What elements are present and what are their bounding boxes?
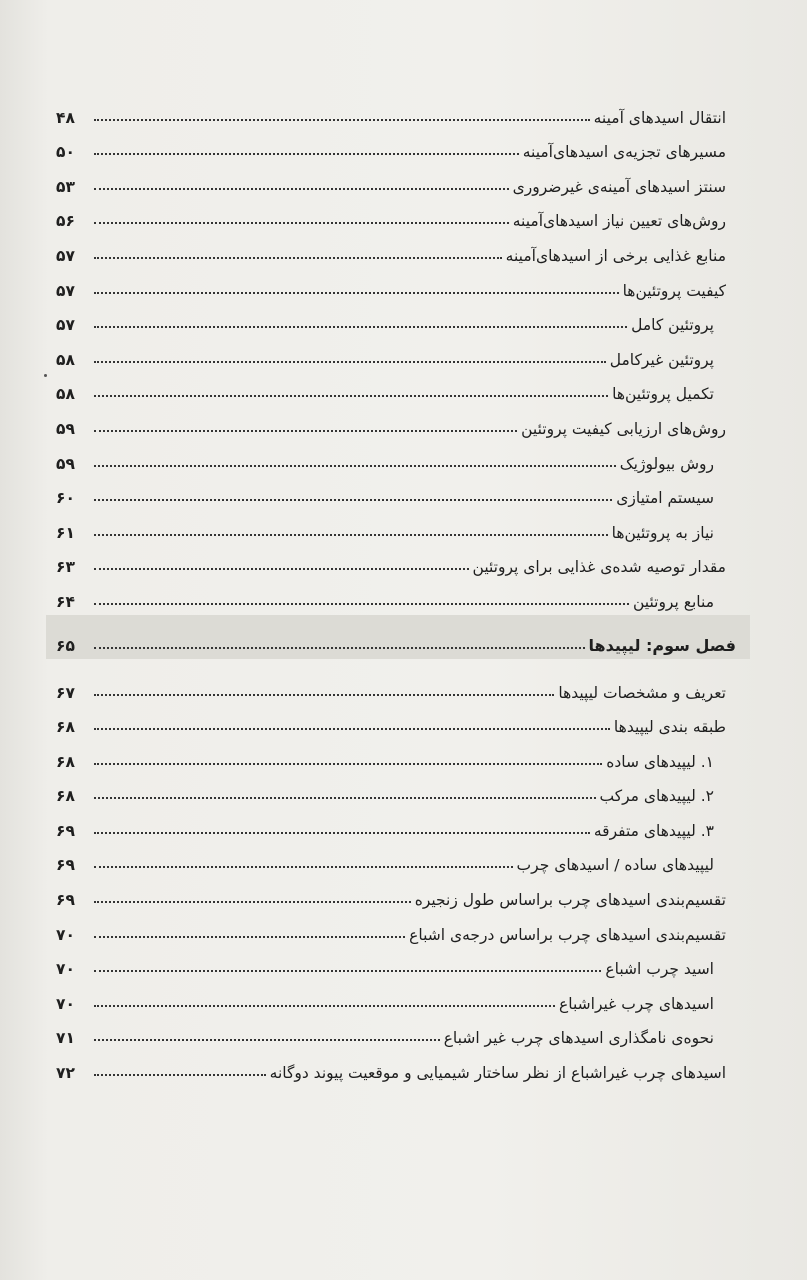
- dot-leader: [94, 499, 612, 501]
- dot-leader: [94, 395, 608, 397]
- entry-title: سنتز اسیدهای آمینه‌ی غیرضروری: [512, 177, 726, 196]
- page-number: ۷۰: [56, 960, 75, 979]
- dot-leader: [94, 534, 608, 536]
- dot-leader: [94, 222, 509, 224]
- table-of-contents: [56, 92, 736, 1082]
- dot-leader: [94, 797, 596, 799]
- toc-entry: [56, 334, 736, 369]
- page-number: ۶۵: [56, 636, 75, 655]
- entry-title: تعریف و مشخصات لیپیدها: [558, 683, 726, 702]
- dot-leader: [94, 153, 519, 155]
- page-number: ۶۹: [56, 891, 75, 910]
- toc-entry: [56, 736, 736, 771]
- dot-leader: [94, 901, 411, 903]
- dot-leader: [94, 188, 509, 190]
- entry-title: روش بیولوژیک: [619, 454, 714, 473]
- dot-leader: [94, 970, 601, 972]
- toc-entry: [56, 1047, 736, 1082]
- dot-leader: [94, 292, 619, 294]
- page-number: ۶۳: [56, 558, 75, 577]
- chapter-heading: [46, 615, 750, 659]
- dot-leader: [94, 465, 616, 467]
- dot-leader: [94, 430, 517, 432]
- page-number: ۷۱: [56, 1029, 75, 1048]
- page-number: ۵۸: [56, 350, 75, 369]
- entry-title: ۱. لیپیدهای ساده: [606, 752, 714, 771]
- toc-entry: [56, 944, 736, 979]
- toc-entry: [56, 265, 736, 300]
- toc-entry: [56, 230, 736, 265]
- entry-title: روش‌های ارزیابی کیفیت پروتئین: [521, 419, 726, 438]
- toc-entry: [56, 92, 736, 127]
- dot-leader: [94, 936, 405, 938]
- entry-title: انتقال اسیدهای آمینه: [593, 108, 726, 127]
- page-number: ۶۸: [56, 718, 75, 737]
- toc-entry: [56, 161, 736, 196]
- toc-entry: [56, 438, 736, 473]
- dot-leader: [94, 694, 554, 696]
- dot-leader: [94, 326, 627, 328]
- dot-leader: [94, 1074, 266, 1076]
- toc-entry: [56, 127, 736, 162]
- entry-title: سیستم امتیازی: [616, 489, 714, 508]
- toc-entry: [56, 369, 736, 404]
- toc-entry: [56, 667, 736, 702]
- toc-entry: [56, 300, 736, 335]
- entry-title: منابع پروتئین: [632, 592, 714, 611]
- entry-title: اسیدهای چرب غیراشباع: [559, 994, 714, 1013]
- dot-leader: [94, 763, 602, 765]
- page-number: ۵۰: [56, 143, 75, 162]
- toc-entry: [56, 874, 736, 909]
- toc-entry: [56, 576, 736, 611]
- dot-leader: [94, 257, 502, 259]
- entry-title: پروتئین غیرکامل: [609, 350, 714, 369]
- entry-title: ۲. لیپیدهای مرکب: [599, 787, 714, 806]
- entry-title: طبقه بندی لیپیدها: [613, 718, 726, 737]
- entry-title: مقدار توصیه شده‌ی غذایی برای پروتئین: [472, 558, 726, 577]
- dot-leader: [94, 568, 469, 570]
- page-number: ۷۰: [56, 925, 75, 944]
- page-number: ۵۸: [56, 385, 75, 404]
- entry-title: تقسیم‌بندی اسیدهای چرب براساس درجه‌ی اشباع: [409, 925, 726, 944]
- page-number: ۵۶: [56, 212, 75, 231]
- toc-entry: [56, 507, 736, 542]
- entry-title: ۳. لیپیدهای متفرقه: [593, 821, 714, 840]
- dot-leader: [94, 119, 590, 121]
- page-number: ۶۸: [56, 787, 75, 806]
- toc-entry: [56, 473, 736, 508]
- entry-title: فصل سوم: لیپیدها: [588, 635, 736, 655]
- toc-entry: [56, 771, 736, 806]
- page-number: ۴۸: [56, 108, 75, 127]
- toc-entry: [56, 702, 736, 737]
- dot-leader: [94, 647, 585, 649]
- dot-leader: [94, 832, 590, 834]
- page-number: ۶۴: [56, 592, 75, 611]
- page-number: ۵۹: [56, 419, 75, 438]
- toc-entry: [56, 542, 736, 577]
- dot-leader: [94, 866, 513, 868]
- entry-title: اسیدهای چرب غیراشباع از نظر ساختار شیمیایی و موقعیت پیوند دوگانه: [269, 1064, 726, 1083]
- toc-entry: [56, 805, 736, 840]
- dot-leader: [94, 1005, 555, 1007]
- entry-title: نیاز به پروتئین‌ها: [611, 523, 714, 542]
- page-number: ۵۷: [56, 281, 75, 300]
- page-number: ۶۱: [56, 523, 75, 542]
- entry-title: کیفیت پروتئین‌ها: [622, 281, 726, 300]
- toc-entry: [56, 978, 736, 1013]
- entry-title: پروتئین کامل: [631, 316, 714, 335]
- entry-title: اسید چرب اشباع: [605, 960, 714, 979]
- dot-leader: [94, 603, 629, 605]
- page-number: ۵۹: [56, 454, 75, 473]
- page-number: ۶۹: [56, 821, 75, 840]
- dot-leader: [94, 728, 610, 730]
- entry-title: تقسیم‌بندی اسیدهای چرب براساس طول زنجیره: [414, 891, 726, 910]
- dot-leader: [94, 1039, 440, 1041]
- page-number: ۷۲: [56, 1064, 75, 1083]
- page-number: ۶۹: [56, 856, 75, 875]
- entry-title: نحوه‌ی نامگذاری اسیدهای چرب غیر اشباع: [443, 1029, 714, 1048]
- margin-dot: [44, 374, 47, 377]
- toc-entry: [56, 840, 736, 875]
- page-number: ۵۳: [56, 177, 75, 196]
- dot-leader: [94, 361, 606, 363]
- page-number: ۵۷: [56, 246, 75, 265]
- entry-title: لیپیدهای ساده / اسیدهای چرب: [516, 856, 714, 875]
- toc-entry: [56, 1013, 736, 1048]
- entry-title: منابع غذایی برخی از اسیدهای‌آمینه: [505, 246, 726, 265]
- entry-title: تکمیل پروتئین‌ها: [612, 385, 714, 404]
- page-number: ۶۸: [56, 752, 75, 771]
- page-number: ۵۷: [56, 316, 75, 335]
- entry-title: مسیرهای تجزیه‌ی اسیدهای‌آمینه: [522, 143, 726, 162]
- toc-entry: [56, 196, 736, 231]
- toc-entry: [56, 909, 736, 944]
- page-number: ۶۰: [56, 489, 75, 508]
- page-number: ۶۷: [56, 683, 75, 702]
- page-number: ۷۰: [56, 994, 75, 1013]
- entry-title: روش‌های تعیین نیاز اسیدهای‌آمینه: [512, 212, 726, 231]
- toc-entry: [56, 403, 736, 438]
